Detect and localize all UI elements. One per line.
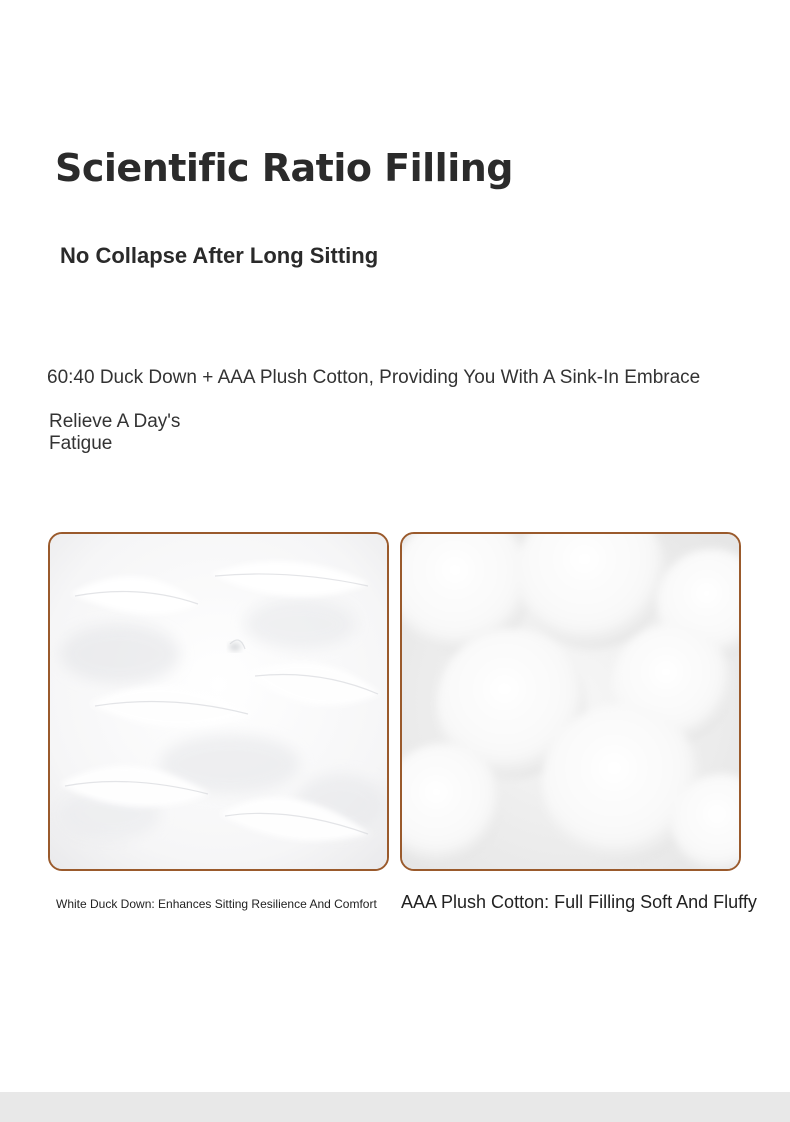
footer-bar — [0, 1092, 790, 1122]
page-subtitle: No Collapse After Long Sitting — [60, 243, 379, 268]
duck-down-card — [48, 532, 389, 871]
page-title: Scientific Ratio Filling — [55, 146, 513, 190]
duck-down-caption: White Duck Down: Enhances Sitting Resilience And Comfort — [56, 897, 377, 911]
duck-down-feathers-image — [50, 534, 387, 869]
plush-cotton-card — [400, 532, 741, 871]
filling-ratio-tagline: 60:40 Duck Down + AAA Plush Cotton, Providing You With A Sink-In Embrace — [47, 367, 701, 388]
plush-cotton-caption: AAA Plush Cotton: Full Filling Soft And Fluffy — [401, 892, 757, 912]
plush-cotton-balls-image — [402, 534, 739, 869]
relieve-fatigue-text: Relieve A Day's Fatigue — [49, 411, 181, 454]
